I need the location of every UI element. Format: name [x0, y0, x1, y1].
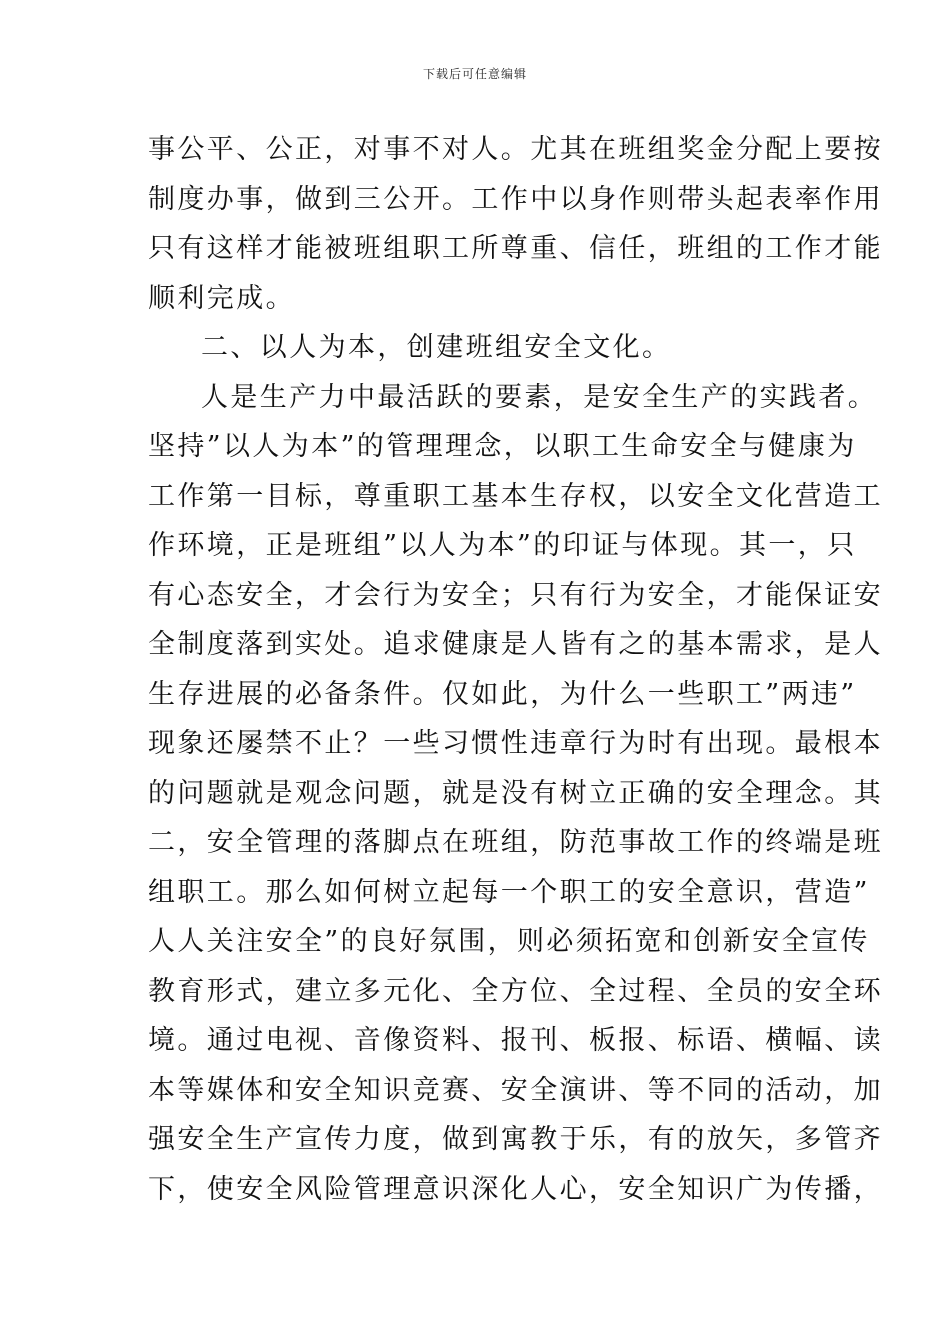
paragraph-line: 强安全生产宣传力度，做到寓教于乐，有的放矢，多管齐 — [148, 1124, 883, 1155]
paragraph-line: 顺利完成。 — [148, 282, 295, 314]
paragraph-line: 只有这样才能被班组职工所尊重、信任，班组的工作才能 — [148, 233, 883, 264]
paragraph-line: 下，使安全风险管理意识深化人心，安全知识广为传播， — [148, 1173, 883, 1205]
paragraph-line: 人是生产力中最活跃的要素，是安全生产的实践者。 — [201, 381, 878, 413]
header-note: 下载后可任意编辑 — [422, 67, 527, 81]
section-heading: 二、以人为本，创建班组安全文化。 — [201, 332, 672, 363]
paragraph-line: 工作第一目标，尊重职工基本生存权，以安全文化营造工 — [148, 480, 883, 512]
paragraph-line: 制度办事，做到三公开。工作中以身作则带头起表率作用 — [148, 183, 883, 215]
paragraph-line: 人人关注安全”的良好氛围，则必须拓宽和创新安全宣传 — [148, 926, 870, 957]
paragraph-line: 有心态安全，才会行为安全；只有行为安全，才能保证安 — [148, 579, 883, 611]
body-text — [148, 125, 883, 1214]
paragraph-line: 二，安全管理的落脚点在班组，防范事故工作的终端是班 — [148, 827, 883, 858]
paragraph-line: 境。通过电视、音像资料、报刊、板报、标语、横幅、读 — [148, 1025, 883, 1056]
paragraph-line: 教育形式，建立多元化、全方位、全过程、全员的安全环 — [148, 975, 883, 1007]
paragraph-line: 事公平、公正，对事不对人。尤其在班组奖金分配上要按 — [148, 134, 883, 165]
paragraph-line: 的问题就是观念问题，就是没有树立正确的安全理念。其 — [148, 777, 883, 809]
paragraph-line: 坚持”以人为本”的管理理念，以职工生命安全与健康为 — [148, 431, 857, 462]
paragraph-line: 生存进展的必备条件。仅如此，为什么一些职工”两违” — [148, 678, 857, 710]
paragraph-line: 本等媒体和安全知识竞赛、安全演讲、等不同的活动，加 — [148, 1074, 883, 1106]
paragraph-line: 现象还屡禁不止？一些习惯性违章行为时有出现。最根本 — [148, 728, 883, 759]
paragraph-line: 作环境，正是班组”以人为本”的印证与体现。其一，只 — [148, 530, 857, 561]
paragraph-line: 组职工。那么如何树立起每一个职工的安全意识，营造” — [148, 876, 870, 908]
paragraph-line: 全制度落到实处。追求健康是人皆有之的基本需求，是人 — [148, 629, 883, 660]
